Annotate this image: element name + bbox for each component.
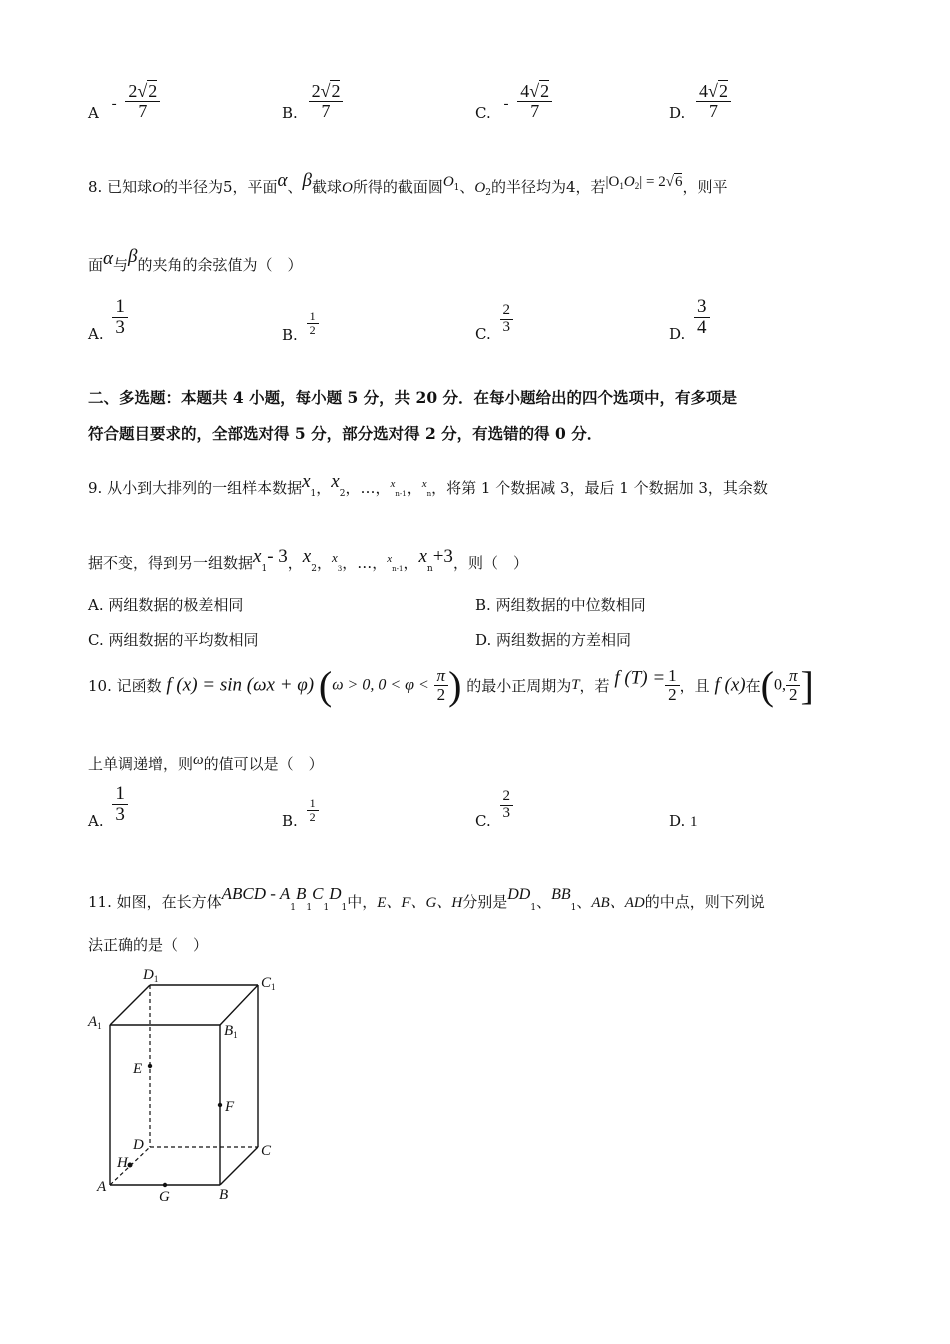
edge-b-c <box>220 1147 258 1185</box>
q8-option-c: C. $\frac{2}{3}$ <box>475 303 513 343</box>
section2-heading-line1: 二、多选题：本题共 4 小题，每小题 5 分，共 20 分．在每小题给出的四个选项中，有多项是 <box>88 388 738 407</box>
cuboid-figure <box>85 965 285 1205</box>
q8-option-d: D. $\frac{3}{4}$ <box>669 297 710 343</box>
q7-option-c: C. - $\frac{4√2}{7}$ <box>475 82 552 122</box>
label-h: H <box>117 1155 128 1171</box>
label-f: F <box>225 1099 235 1115</box>
q7-option-a: A - $\frac{2√2}{7}$ <box>88 82 160 122</box>
label-a1: $A_1$ <box>88 1014 102 1031</box>
q9-line2: 据不变，得到另一组数据$x_1-$ 3，$x_2$，$x_3$，…，$^x_{n-1}$，$x_n+3$，则（ ） <box>88 546 528 574</box>
q7-option-d: D. $\frac{4√2}{7}$ <box>669 82 731 122</box>
q9-option-b: B. 两组数据的中位数相同 <box>475 596 646 614</box>
q7-option-b: B. $\frac{2√2}{7}$ <box>282 82 343 122</box>
q10-option-d: D. 1 <box>669 812 698 830</box>
label-d: D <box>133 1137 144 1153</box>
edge-a1-d1 <box>110 985 150 1025</box>
q9-line1: 9. 从小到大排列的一组样本数据$x_1$，$x_2$，…，$^x_{n-1}$，$^x_n$，将第 1 个数据减 3，最后 1 个数据加 3，其余数 <box>88 471 768 499</box>
point-e <box>148 1064 152 1068</box>
q10-option-b: B. $\frac{1}{2}$ <box>282 797 319 830</box>
point-f <box>218 1103 222 1107</box>
q9-option-a: A. 两组数据的极差相同 <box>88 596 244 614</box>
q8-option-a: A. $\frac{1}{3}$ <box>88 297 128 343</box>
label-c1: $C_1$ <box>261 975 276 992</box>
q10-line1: 10. 记函数 f (x) = sin (ωx + φ) (ω > 0, 0 < φ < $\frac{\pi}{2}$ ) 的最小正周期为T，若 f (T) = $\frac{1}{2}$ ，且 f (x)在(0, $\frac{\pi}{2}$ ] <box>88 663 814 708</box>
q10-option-a: A. $\frac{1}{3}$ <box>88 784 128 830</box>
label-c: C <box>261 1143 272 1159</box>
q8-option-b: B. $\frac{1}{2}$ <box>282 310 319 344</box>
q8-line1: 8. 已知球O的半径为5，平面α、β截球O所得的截面圆$O^1$、$O_2$的半径均为4，若$|O_1O_2| = 2√6$，则平 <box>88 170 728 198</box>
label-e: E <box>133 1061 143 1077</box>
q8-line2: 面α与β的夹角的余弦值为（ ） <box>88 246 303 274</box>
label-g: G <box>159 1189 170 1205</box>
point-h <box>128 1163 133 1168</box>
q11-line2: 法正确的是（ ） <box>88 936 209 954</box>
label-d1: $D_1$ <box>143 967 159 984</box>
point-g <box>163 1183 167 1187</box>
q10-line2: 上单调递增，则ω的值可以是（ ） <box>88 752 324 773</box>
q11-line1: 11. 如图，在长方体ABCD - $A_1B_1C_1D_1$中，E、F、G、H分别是$DD_1$、$BB_1$、AB、AD的中点，则下列说 <box>88 884 765 913</box>
q9-option-d: D. 两组数据的方差相同 <box>475 631 632 649</box>
label-a: A <box>97 1179 107 1195</box>
label-b: B <box>219 1187 229 1203</box>
q10-option-c: C. $\frac{2}{3}$ <box>475 789 513 830</box>
section2-heading-line2: 符合题目要求的，全部选对得 5 分，部分选对得 2 分，有选错的得 0 分． <box>88 424 603 443</box>
label-b1: $B_1$ <box>224 1023 238 1040</box>
q9-option-c: C. 两组数据的平均数相同 <box>88 631 259 649</box>
edge-b1-c1 <box>220 985 258 1025</box>
